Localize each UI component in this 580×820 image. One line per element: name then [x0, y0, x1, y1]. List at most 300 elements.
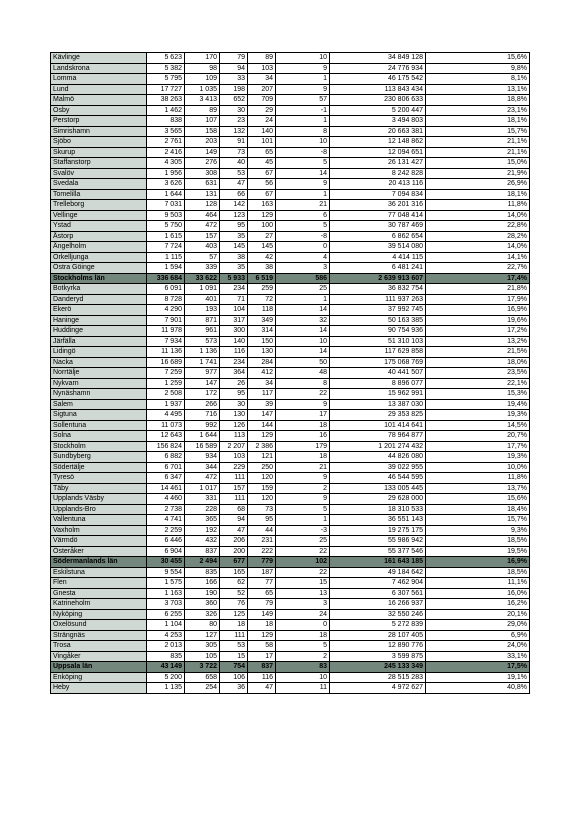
value-cell-3: 364 — [220, 368, 248, 379]
value-cell-4: 39 — [248, 399, 276, 410]
value-cell-1: 5 795 — [147, 74, 185, 85]
table-row — [51, 347, 530, 358]
value-cell-4: 18 — [248, 620, 276, 631]
value-cell-1: 6 701 — [147, 462, 185, 473]
value-cell-2: 2 494 — [185, 557, 220, 568]
value-cell-3: 206 — [220, 536, 248, 547]
value-cell-6: 8 896 077 — [330, 378, 426, 389]
value-cell-5: 5 — [276, 158, 330, 169]
municipality-name-cell: Perstorp — [51, 116, 147, 127]
value-cell-1: 38 263 — [147, 95, 185, 106]
value-cell-4: 6 519 — [248, 273, 276, 284]
value-cell-4: 56 — [248, 179, 276, 190]
table-row — [51, 504, 530, 515]
table-row — [51, 95, 530, 106]
value-cell-4: 42 — [248, 252, 276, 263]
value-cell-4: 47 — [248, 683, 276, 694]
value-cell-5: 48 — [276, 368, 330, 379]
value-cell-2: 1 091 — [185, 284, 220, 295]
value-cell-5: 18 — [276, 420, 330, 431]
municipality-name-cell: Staffanstorp — [51, 158, 147, 169]
value-cell-6: 101 414 641 — [330, 420, 426, 431]
value-cell-1: 2 508 — [147, 389, 185, 400]
value-cell-3: 103 — [220, 452, 248, 463]
value-cell-2: 107 — [185, 116, 220, 127]
table-row — [51, 105, 530, 116]
municipality-name-cell: Lidingö — [51, 347, 147, 358]
value-cell-4: 118 — [248, 305, 276, 316]
value-cell-2: 992 — [185, 420, 220, 431]
percentage-cell: 11,1% — [426, 578, 530, 589]
value-cell-1: 6 255 — [147, 609, 185, 620]
percentage-cell: 18,0% — [426, 357, 530, 368]
value-cell-4: 120 — [248, 473, 276, 484]
value-cell-5: 9 — [276, 63, 330, 74]
value-cell-5: 5 — [276, 504, 330, 515]
value-cell-2: 190 — [185, 588, 220, 599]
value-cell-4: 159 — [248, 483, 276, 494]
value-cell-6: 5 200 447 — [330, 105, 426, 116]
value-cell-1: 336 684 — [147, 273, 185, 284]
value-cell-2: 472 — [185, 221, 220, 232]
percentage-cell: 15,0% — [426, 158, 530, 169]
municipality-name-cell: Åstorp — [51, 231, 147, 242]
municipality-name-cell: Nyköping — [51, 609, 147, 620]
value-cell-1: 30 455 — [147, 557, 185, 568]
value-cell-2: 57 — [185, 252, 220, 263]
municipality-name-cell: Eskilstuna — [51, 567, 147, 578]
value-cell-6: 230 806 633 — [330, 95, 426, 106]
percentage-cell: 28,2% — [426, 231, 530, 242]
value-cell-6: 12 890 776 — [330, 641, 426, 652]
value-cell-6: 29 628 000 — [330, 494, 426, 505]
municipality-name-cell: Osby — [51, 105, 147, 116]
value-cell-3: 94 — [220, 515, 248, 526]
municipality-name-cell: Skurup — [51, 147, 147, 158]
value-cell-4: 38 — [248, 263, 276, 274]
table-row — [51, 305, 530, 316]
municipality-name-cell: Nacka — [51, 357, 147, 368]
percentage-cell: 16,2% — [426, 599, 530, 610]
municipality-name-cell: Trelleborg — [51, 200, 147, 211]
value-cell-2: 631 — [185, 179, 220, 190]
value-cell-4: 149 — [248, 609, 276, 620]
percentage-cell: 17,9% — [426, 294, 530, 305]
value-cell-6: 28 515 283 — [330, 672, 426, 683]
value-cell-6: 12 094 651 — [330, 147, 426, 158]
percentage-cell: 20,1% — [426, 609, 530, 620]
value-cell-1: 7 031 — [147, 200, 185, 211]
municipality-name-cell: Strängnäs — [51, 630, 147, 641]
value-cell-5: 32 — [276, 315, 330, 326]
table-row — [51, 84, 530, 95]
value-cell-5: 5 — [276, 221, 330, 232]
value-cell-6: 30 787 469 — [330, 221, 426, 232]
value-cell-6: 4 972 627 — [330, 683, 426, 694]
value-cell-3: 62 — [220, 578, 248, 589]
value-cell-4: 2 386 — [248, 441, 276, 452]
value-cell-2: 127 — [185, 630, 220, 641]
value-cell-1: 1 462 — [147, 105, 185, 116]
value-cell-4: 231 — [248, 536, 276, 547]
percentage-cell: 22,7% — [426, 263, 530, 274]
value-cell-6: 46 544 595 — [330, 473, 426, 484]
value-cell-5: 102 — [276, 557, 330, 568]
value-cell-4: 779 — [248, 557, 276, 568]
value-cell-5: 586 — [276, 273, 330, 284]
value-cell-5: 14 — [276, 326, 330, 337]
value-cell-4: 140 — [248, 126, 276, 137]
value-cell-2: 1 035 — [185, 84, 220, 95]
municipality-name-cell: Salem — [51, 399, 147, 410]
percentage-cell: 23,1% — [426, 105, 530, 116]
value-cell-2: 166 — [185, 578, 220, 589]
value-cell-5: 179 — [276, 441, 330, 452]
value-cell-5: 14 — [276, 347, 330, 358]
value-cell-1: 1 575 — [147, 578, 185, 589]
municipality-name-cell: Uppsala län — [51, 662, 147, 673]
value-cell-3: 132 — [220, 126, 248, 137]
value-cell-4: 145 — [248, 242, 276, 253]
value-cell-1: 7 259 — [147, 368, 185, 379]
value-cell-5: 21 — [276, 462, 330, 473]
value-cell-3: 113 — [220, 431, 248, 442]
percentage-cell: 17,4% — [426, 273, 530, 284]
value-cell-1: 4 741 — [147, 515, 185, 526]
value-cell-1: 2 761 — [147, 137, 185, 148]
value-cell-2: 308 — [185, 168, 220, 179]
percentage-cell: 13,2% — [426, 336, 530, 347]
percentage-cell: 18,4% — [426, 504, 530, 515]
value-cell-6: 175 068 769 — [330, 357, 426, 368]
value-cell-1: 1 115 — [147, 252, 185, 263]
value-cell-5: -8 — [276, 231, 330, 242]
municipality-name-cell: Ystad — [51, 221, 147, 232]
value-cell-1: 5 623 — [147, 53, 185, 64]
value-cell-3: 52 — [220, 588, 248, 599]
value-cell-5: 14 — [276, 168, 330, 179]
value-cell-6: 111 937 263 — [330, 294, 426, 305]
value-cell-6: 36 832 754 — [330, 284, 426, 295]
municipality-name-cell: Ekerö — [51, 305, 147, 316]
municipality-name-cell: Södermanlands län — [51, 557, 147, 568]
value-cell-3: 40 — [220, 158, 248, 169]
value-cell-2: 228 — [185, 504, 220, 515]
municipality-name-cell: Täby — [51, 483, 147, 494]
value-cell-5: 22 — [276, 389, 330, 400]
value-cell-1: 7 901 — [147, 315, 185, 326]
value-cell-2: 172 — [185, 389, 220, 400]
value-cell-3: 145 — [220, 242, 248, 253]
percentage-cell: 40,8% — [426, 683, 530, 694]
value-cell-2: 934 — [185, 452, 220, 463]
municipality-name-cell: Malmö — [51, 95, 147, 106]
value-cell-4: 187 — [248, 567, 276, 578]
value-cell-4: 34 — [248, 74, 276, 85]
value-cell-3: 30 — [220, 105, 248, 116]
table-row — [51, 620, 530, 631]
municipality-name-cell: Trosa — [51, 641, 147, 652]
value-cell-5: 1 — [276, 189, 330, 200]
municipality-name-cell: Österåker — [51, 546, 147, 557]
value-cell-3: 116 — [220, 347, 248, 358]
value-cell-5: 24 — [276, 609, 330, 620]
value-cell-4: 120 — [248, 494, 276, 505]
value-cell-1: 6 347 — [147, 473, 185, 484]
table-row — [51, 536, 530, 547]
municipality-name-cell: Landskrona — [51, 63, 147, 74]
value-cell-1: 1 956 — [147, 168, 185, 179]
table-row — [51, 462, 530, 473]
table-row — [51, 452, 530, 463]
value-cell-4: 129 — [248, 210, 276, 221]
value-cell-2: 3 413 — [185, 95, 220, 106]
value-cell-6: 39 022 955 — [330, 462, 426, 473]
value-cell-4: 79 — [248, 599, 276, 610]
value-cell-3: 38 — [220, 252, 248, 263]
value-cell-3: 234 — [220, 357, 248, 368]
value-cell-6: 32 550 246 — [330, 609, 426, 620]
value-cell-1: 4 495 — [147, 410, 185, 421]
value-cell-6: 77 048 414 — [330, 210, 426, 221]
table-row — [51, 609, 530, 620]
municipality-name-cell: Sjöbo — [51, 137, 147, 148]
municipality-name-cell: Östra Göinge — [51, 263, 147, 274]
value-cell-4: 150 — [248, 336, 276, 347]
percentage-cell: 13,1% — [426, 84, 530, 95]
value-cell-4: 121 — [248, 452, 276, 463]
value-cell-5: 1 — [276, 74, 330, 85]
value-cell-2: 3 722 — [185, 662, 220, 673]
value-cell-6: 245 133 349 — [330, 662, 426, 673]
value-cell-2: 128 — [185, 200, 220, 211]
value-cell-6: 4 414 115 — [330, 252, 426, 263]
table-row — [51, 578, 530, 589]
value-cell-6: 7 462 904 — [330, 578, 426, 589]
municipality-name-cell: Lomma — [51, 74, 147, 85]
value-cell-6: 15 962 991 — [330, 389, 426, 400]
value-cell-4: 65 — [248, 588, 276, 599]
value-cell-4: 89 — [248, 53, 276, 64]
percentage-cell: 23,5% — [426, 368, 530, 379]
value-cell-1: 3 565 — [147, 126, 185, 137]
value-cell-4: 101 — [248, 137, 276, 148]
value-cell-3: 126 — [220, 420, 248, 431]
percentage-cell: 18,1% — [426, 116, 530, 127]
value-cell-1: 2 416 — [147, 147, 185, 158]
value-cell-6: 34 849 128 — [330, 53, 426, 64]
municipality-name-cell: Stockholm — [51, 441, 147, 452]
municipality-name-cell: Sundbyberg — [51, 452, 147, 463]
value-cell-3: 300 — [220, 326, 248, 337]
value-cell-5: 1 — [276, 515, 330, 526]
value-cell-3: 142 — [220, 200, 248, 211]
value-cell-2: 360 — [185, 599, 220, 610]
value-cell-6: 36 201 316 — [330, 200, 426, 211]
value-cell-5: 3 — [276, 599, 330, 610]
municipality-name-cell: Svalöv — [51, 168, 147, 179]
value-cell-6: 28 107 405 — [330, 630, 426, 641]
municipality-name-cell: Nynäshamn — [51, 389, 147, 400]
percentage-cell: 8,1% — [426, 74, 530, 85]
value-cell-1: 9 554 — [147, 567, 185, 578]
value-cell-2: 344 — [185, 462, 220, 473]
value-cell-1: 11 073 — [147, 420, 185, 431]
municipality-name-cell: Upplands Väsby — [51, 494, 147, 505]
value-cell-5: 8 — [276, 378, 330, 389]
municipality-name-cell: Norrtälje — [51, 368, 147, 379]
value-cell-3: 47 — [220, 179, 248, 190]
value-cell-6: 133 005 445 — [330, 483, 426, 494]
percentage-cell: 11,8% — [426, 200, 530, 211]
percentage-cell: 26,9% — [426, 179, 530, 190]
value-cell-1: 5 750 — [147, 221, 185, 232]
value-cell-3: 94 — [220, 63, 248, 74]
value-cell-4: 29 — [248, 105, 276, 116]
value-cell-3: 53 — [220, 641, 248, 652]
value-cell-1: 156 824 — [147, 441, 185, 452]
value-cell-5: -1 — [276, 105, 330, 116]
table-row — [51, 231, 530, 242]
value-cell-5: 17 — [276, 410, 330, 421]
value-cell-3: 677 — [220, 557, 248, 568]
table-row — [51, 74, 530, 85]
table-row — [51, 378, 530, 389]
value-cell-4: 207 — [248, 84, 276, 95]
value-cell-1: 17 727 — [147, 84, 185, 95]
value-cell-6: 16 266 937 — [330, 599, 426, 610]
value-cell-3: 652 — [220, 95, 248, 106]
table-row — [51, 525, 530, 536]
value-cell-2: 835 — [185, 567, 220, 578]
value-cell-4: 72 — [248, 294, 276, 305]
value-cell-4: 44 — [248, 525, 276, 536]
percentage-cell: 19,1% — [426, 672, 530, 683]
value-cell-6: 3 494 803 — [330, 116, 426, 127]
value-cell-4: 95 — [248, 515, 276, 526]
value-cell-3: 76 — [220, 599, 248, 610]
value-cell-3: 35 — [220, 231, 248, 242]
value-cell-4: 349 — [248, 315, 276, 326]
percentage-cell: 22,8% — [426, 221, 530, 232]
value-cell-6: 50 163 385 — [330, 315, 426, 326]
value-cell-4: 24 — [248, 116, 276, 127]
value-cell-3: 754 — [220, 662, 248, 673]
value-cell-5: 9 — [276, 84, 330, 95]
value-cell-1: 2 013 — [147, 641, 185, 652]
value-cell-5: 18 — [276, 630, 330, 641]
municipality-name-cell: Sigtuna — [51, 410, 147, 421]
municipality-name-cell: Enköping — [51, 672, 147, 683]
table-row — [51, 53, 530, 64]
value-cell-3: 165 — [220, 567, 248, 578]
table-body — [51, 53, 530, 694]
percentage-cell: 18,5% — [426, 536, 530, 547]
value-cell-2: 365 — [185, 515, 220, 526]
value-cell-5: 0 — [276, 242, 330, 253]
table-row — [51, 599, 530, 610]
table-row — [51, 420, 530, 431]
municipality-name-cell: Huddinge — [51, 326, 147, 337]
municipality-name-cell: Kävlinge — [51, 53, 147, 64]
table-row — [51, 116, 530, 127]
value-cell-1: 6 091 — [147, 284, 185, 295]
value-cell-2: 266 — [185, 399, 220, 410]
value-cell-1: 1 937 — [147, 399, 185, 410]
value-cell-6: 3 599 875 — [330, 651, 426, 662]
value-cell-2: 716 — [185, 410, 220, 421]
value-cell-2: 339 — [185, 263, 220, 274]
value-cell-3: 26 — [220, 378, 248, 389]
value-cell-5: 22 — [276, 546, 330, 557]
value-cell-6: 117 629 858 — [330, 347, 426, 358]
value-cell-3: 317 — [220, 315, 248, 326]
value-cell-5: 5 — [276, 641, 330, 652]
value-cell-6: 55 986 942 — [330, 536, 426, 547]
value-cell-3: 106 — [220, 672, 248, 683]
value-cell-3: 73 — [220, 147, 248, 158]
municipality-name-cell: Upplands-Bro — [51, 504, 147, 515]
table-row — [51, 473, 530, 484]
value-cell-4: 709 — [248, 95, 276, 106]
municipality-name-cell: Oxelösund — [51, 620, 147, 631]
value-cell-6: 1 201 274 432 — [330, 441, 426, 452]
value-cell-3: 91 — [220, 137, 248, 148]
value-cell-1: 2 259 — [147, 525, 185, 536]
municipality-name-cell: Järfälla — [51, 336, 147, 347]
value-cell-1: 7 934 — [147, 336, 185, 347]
value-cell-5: 15 — [276, 578, 330, 589]
value-cell-4: 144 — [248, 420, 276, 431]
value-cell-1: 6 904 — [147, 546, 185, 557]
value-cell-6: 7 094 834 — [330, 189, 426, 200]
value-cell-4: 222 — [248, 546, 276, 557]
table-row — [51, 336, 530, 347]
percentage-cell: 19,3% — [426, 452, 530, 463]
value-cell-1: 1 259 — [147, 378, 185, 389]
value-cell-2: 1 136 — [185, 347, 220, 358]
value-cell-6: 36 551 143 — [330, 515, 426, 526]
table-row — [51, 546, 530, 557]
value-cell-4: 163 — [248, 200, 276, 211]
value-cell-2: 109 — [185, 74, 220, 85]
value-cell-1: 5 382 — [147, 63, 185, 74]
table-row — [51, 284, 530, 295]
percentage-cell: 10,0% — [426, 462, 530, 473]
table-row — [51, 483, 530, 494]
value-cell-4: 73 — [248, 504, 276, 515]
value-cell-6: 6 481 241 — [330, 263, 426, 274]
value-cell-5: 6 — [276, 210, 330, 221]
value-cell-5: -8 — [276, 147, 330, 158]
municipality-name-cell: Värmdö — [51, 536, 147, 547]
value-cell-2: 1 644 — [185, 431, 220, 442]
value-cell-6: 55 377 546 — [330, 546, 426, 557]
value-cell-5: 13 — [276, 588, 330, 599]
value-cell-6: 161 643 185 — [330, 557, 426, 568]
value-cell-4: 129 — [248, 431, 276, 442]
table-row — [51, 672, 530, 683]
value-cell-1: 3 703 — [147, 599, 185, 610]
value-cell-2: 573 — [185, 336, 220, 347]
value-cell-5: 10 — [276, 137, 330, 148]
value-cell-1: 1 594 — [147, 263, 185, 274]
value-cell-3: 125 — [220, 609, 248, 620]
municipality-name-cell: Södertälje — [51, 462, 147, 473]
value-cell-5: 9 — [276, 179, 330, 190]
value-cell-3: 15 — [220, 651, 248, 662]
municipality-name-cell: Solna — [51, 431, 147, 442]
